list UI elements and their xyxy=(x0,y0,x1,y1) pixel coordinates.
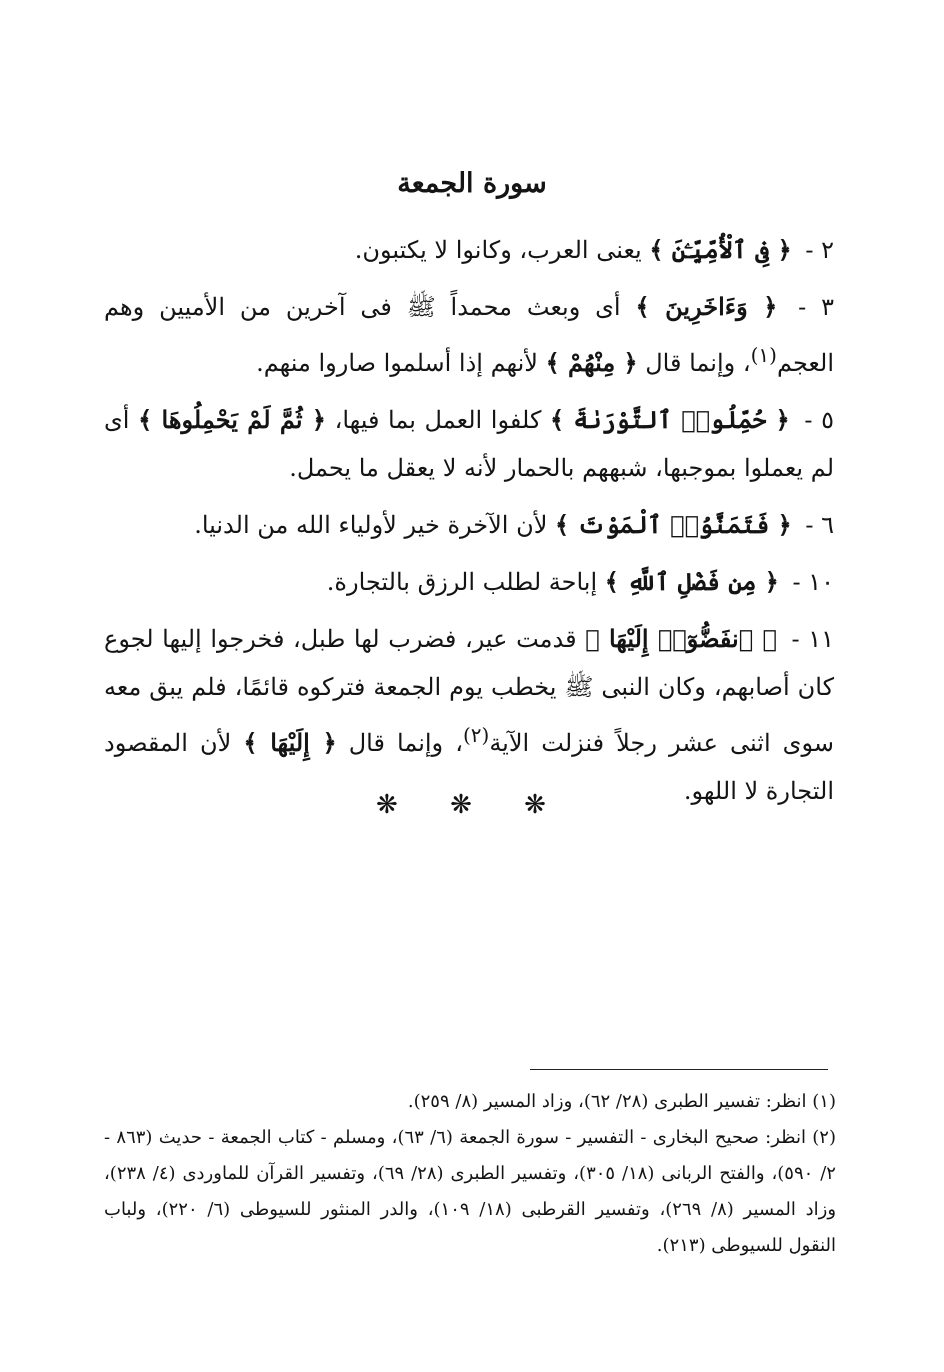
footnote-divider xyxy=(530,1069,828,1070)
verse-number: ٣ - xyxy=(798,293,835,321)
footnote-ref: (١) xyxy=(750,343,777,367)
entry-verse-2 xyxy=(104,226,834,274)
entry-text: ، وإنما قال xyxy=(348,729,463,757)
verse-number: ١١ - xyxy=(791,625,834,653)
entry-verse-3 xyxy=(104,283,834,387)
verse-number: ١٠ - xyxy=(792,568,834,596)
entry-text: كلفوا العمل بما فيها، xyxy=(334,406,542,434)
verse-number: ٥ - xyxy=(804,406,835,434)
entry-text: لأن الآخرة خير لأولياء الله من الدنيا. xyxy=(194,511,548,539)
quran-phrase: ﴿ ثُمَّ لَمْ يَحْمِلُوهَا ﴾ xyxy=(138,405,326,434)
entry-text: أى وبعث محمداً ﷺ فى آخرين من الأميين وهم العجم xyxy=(104,293,834,377)
entry-text: ، وإنما قال xyxy=(645,349,751,377)
quran-phrase: ﴿ مِن فَضْلِ ٱللَّهِ ﴾ xyxy=(604,567,779,596)
tafsir-body xyxy=(104,226,834,824)
entry-text: يعنى العرب، وكانوا لا يكتبون. xyxy=(354,236,642,264)
entry-text: لأن المقصود التجارة لا اللهو. xyxy=(104,729,834,805)
quran-phrase: ﴿ مِنْهُمْ ﴾ xyxy=(545,348,638,377)
quran-phrase: ﴿ وَءَاخَرِينَ ﴾ xyxy=(635,292,778,321)
quran-phrase: ﴿ فَتَمَنَّوُا۟ ٱلْمَوْتَ ﴾ xyxy=(555,510,792,539)
quran-phrase: ﴿ ٱنفَضُّوٓا۟ إِلَيْهَا ﴾ xyxy=(585,624,777,653)
entry-verse-5 xyxy=(104,396,834,492)
quran-phrase: ﴿ فِى ٱلْأُمِّيِّـۧنَ ﴾ xyxy=(649,235,792,264)
verse-number: ٢ - xyxy=(805,236,834,264)
quran-phrase: ﴿ إِلَيْهَا ﴾ xyxy=(243,728,337,757)
footnote-1: (١) انظر: تفسير الطبرى (٢٨/ ٦٢)، وزاد المسير (٨/ ٢٥٩). xyxy=(407,1091,836,1112)
entry-text: لأنهم إذا أسلموا صاروا منهم. xyxy=(256,349,538,377)
section-separator-stars: ❋ ❋ ❋ xyxy=(376,790,568,820)
quran-phrase: ﴿ حُمِّلُوا۟ ٱلتَّوْرَىٰةَ ﴾ xyxy=(550,405,790,434)
page-title: سورة الجمعة xyxy=(397,168,547,199)
footnote-2: (٢) انظر: صحيح البخارى - التفسير - سورة الجمعة (٦/ ٦٣)، ومسلم - كتاب الجمعة - حديث (٨٦٣ - ٢/ ٥٩٠)، والفتح الربانى (١٨/ ٣٠٥)، وتفسير الطبرى (٢٨/ ٦٩)، وتفسير القرآن للماوردى (٤/ ٢٣٨)، وزاد المسير (٨/ ٢٦٩)، وتفسير القرطبى (١٨/ ١٠٩)، والدر المنثور للسيوطى (٦/ ٢٢٠)، ولباب النقول للسيوطى (٢١٣). xyxy=(104,1127,837,1256)
entry-text: إباحة لطلب الرزق بالتجارة. xyxy=(326,568,598,596)
entry-text: قدمت عير، فضرب لها طبل، فخرجوا إليها لجوع كان أصابهم، وكان النبى ﷺ يخطب يوم الجمعة فتركوه قائمًا، فلم يبق معه سوى اثنى عشر رجلاً فنزلت الآية xyxy=(104,625,834,757)
entry-verse-6 xyxy=(104,501,834,549)
footnotes xyxy=(104,1084,836,1264)
entry-verse-10 xyxy=(104,558,834,606)
verse-number: ٦ - xyxy=(805,511,834,539)
footnote-ref: (٢) xyxy=(462,723,490,747)
entry-verse-11 xyxy=(104,615,834,815)
entry-text: أى لم يعملوا بموجبها، شبههم بالحمار لأنه لا يعقل ما يحمل. xyxy=(104,406,834,482)
